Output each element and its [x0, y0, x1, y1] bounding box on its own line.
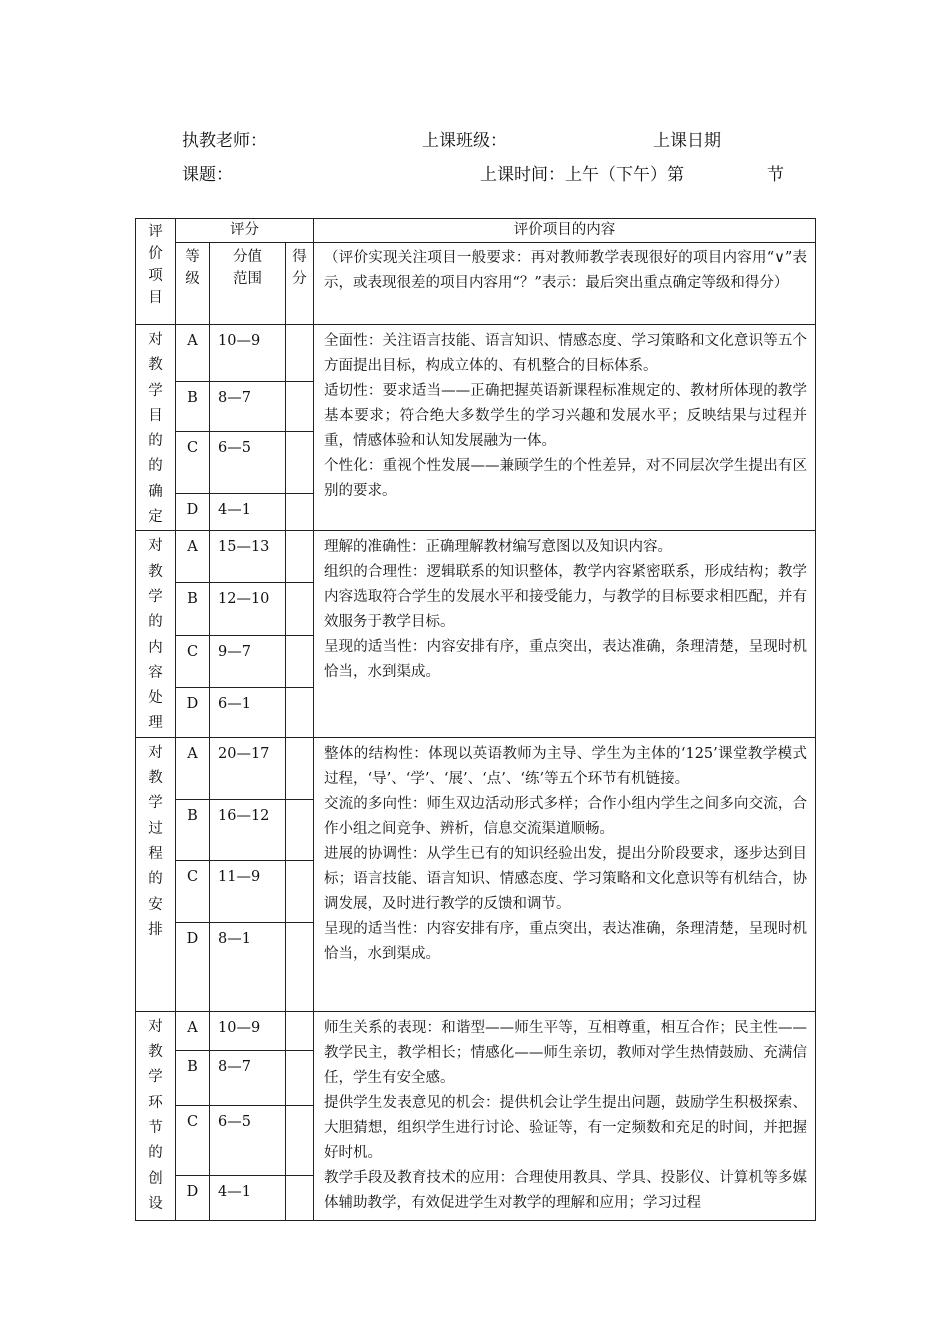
table-header-row: [136, 219, 816, 243]
range-cell: 4—1: [210, 1175, 286, 1220]
range-cell: 11—9: [210, 860, 286, 922]
instruction-note: （评价实现关注项目一般要求：再对教师教学表现很好的项目内容用“∨”表示，或表现很差的项目内容用“？”表示：最后突出重点确定等级和得分）: [314, 243, 816, 325]
table-row: [136, 531, 816, 583]
section-name: 对教学的内容处理: [136, 531, 176, 737]
score-input-cell[interactable]: [286, 922, 314, 1011]
grade-cell: D: [176, 688, 210, 738]
score-input-cell[interactable]: [286, 382, 314, 432]
score-input-cell[interactable]: [286, 860, 314, 922]
criteria-paragraph: 全面性：关注语言技能、语言知识、情感态度、学习策略和文化意识等五个方面提出目标，构成立体的、有机整合的目标体系。: [324, 333, 807, 374]
grade-cell: A: [176, 325, 210, 382]
criteria-paragraph: 适切性：要求适当——正确把握英语新课程标准规定的、教材所体现的教学基本要求；符合绝大多数学生的学习兴趣和发展水平；反映结果与过程并重，情感体验和认知发展融为一体。: [324, 383, 807, 449]
range-cell: 6—5: [210, 1106, 286, 1176]
range-cell: 10—9: [210, 325, 286, 382]
criteria-paragraph: 理解的准确性：正确理解教材编写意图以及知识内容。: [324, 539, 672, 556]
score-input-cell[interactable]: [286, 1175, 314, 1220]
range-cell: 16—12: [210, 799, 286, 860]
date-label: 上课日期: [653, 131, 721, 151]
grade-subheader: 等级: [176, 243, 210, 325]
score-input-cell[interactable]: [286, 493, 314, 531]
grade-cell: B: [176, 1051, 210, 1106]
score-input-cell[interactable]: [286, 531, 314, 583]
table-row: [136, 325, 816, 382]
range-cell: 8—7: [210, 382, 286, 432]
range-cell: 15—13: [210, 531, 286, 583]
criteria-paragraph: 呈现的适当性：内容安排有序，重点突出，表达准确，条理清楚，呈现时机恰当，水到渠成。: [324, 639, 807, 681]
grade-cell: D: [176, 1175, 210, 1220]
range-cell: 6—5: [210, 432, 286, 493]
criteria-paragraph: 教学手段及教育技术的应用：合理使用教具、学具、投影仪、计算机等多媒体辅助教学，有效促进学生对教学的理解和应用；学习过程: [324, 1169, 807, 1211]
range-cell: 6—1: [210, 688, 286, 738]
criteria-paragraph: 个性化：重视个性发展——兼顾学生的个性差异，对不同层次学生提出有区别的要求。: [324, 458, 807, 499]
range-cell: 12—10: [210, 582, 286, 635]
grade-cell: B: [176, 799, 210, 860]
criteria-paragraph: 整体的结构性：体现以英语教师为主导、学生为主体的‘125’课堂教学模式过程，‘导’、‘学’、‘展’、‘点’、‘练’等五个环节有机链接。: [324, 745, 807, 787]
class-label: 上课班级：: [422, 131, 507, 151]
criteria-paragraph: 组织的合理性：逻辑联系的知识整体，教学内容紧密联系，形成结构；教学内容选取符合学生的发展水平和接受能力，与教学的目标要求相匹配，并有效服务于教学目标。: [324, 564, 807, 631]
grade-cell: C: [176, 432, 210, 493]
section-content: [314, 737, 816, 1011]
range-cell: 8—7: [210, 1051, 286, 1106]
range-cell: 9—7: [210, 635, 286, 688]
topic-label: 课题：: [182, 165, 233, 185]
period-label: 节: [767, 165, 784, 185]
criteria-paragraph: 交流的多向性：师生双边活动形式多样；合作小组内学生之间多向交流，合作小组之间竞争、辨析，信息交流渠道顺畅。: [324, 795, 807, 837]
score-input-cell[interactable]: [286, 1011, 314, 1050]
grade-cell: B: [176, 582, 210, 635]
range-cell: 10—9: [210, 1011, 286, 1050]
score-input-cell[interactable]: [286, 635, 314, 688]
section-name: 对教学目的的确定: [136, 325, 176, 531]
class-time-label: 上课时间：上午（下午）第: [480, 165, 684, 185]
score-input-cell[interactable]: [286, 582, 314, 635]
score-input-cell[interactable]: [286, 1106, 314, 1176]
criteria-paragraph: 进展的协调性：从学生已有的知识经验出发，提出分阶段要求，逐步达到目标；语言技能、语言知识、情感态度、学习策略和文化意识等有机结合，协调发展，及时进行教学的反馈和调节。: [324, 845, 807, 912]
range-cell: 8—1: [210, 922, 286, 1011]
section-name: 对教学过程的安排: [136, 737, 176, 1011]
score-input-cell[interactable]: [286, 432, 314, 493]
grade-cell: C: [176, 860, 210, 922]
criteria-paragraph: 呈现的适当性：内容安排有序，重点突出，表达准确，条理清楚，呈现时机恰当，水到渠成。: [324, 920, 807, 962]
grade-cell: B: [176, 382, 210, 432]
content-column-header: 评价项目的内容: [314, 219, 816, 243]
grade-cell: D: [176, 922, 210, 1011]
score-input-cell[interactable]: [286, 737, 314, 799]
criteria-paragraph: 提供学生发表意见的机会：提供机会让学生提出问题，鼓励学生积极探索、大胆猜想，组织学生进行讨论、验证等，有一定频数和充足的时间，并把握好时机。: [324, 1094, 807, 1161]
range-cell: 20—17: [210, 737, 286, 799]
grade-cell: D: [176, 493, 210, 531]
score-column-header: 评分: [176, 219, 314, 243]
table-row: [136, 737, 816, 799]
item-column-header: 评价项目: [136, 219, 176, 325]
section-content: [314, 1011, 816, 1220]
range-cell: 4—1: [210, 493, 286, 531]
section-content: [314, 531, 816, 737]
grade-cell: C: [176, 635, 210, 688]
score-subheader: 得分: [286, 243, 314, 325]
criteria-paragraph: 师生关系的表现：和谐型——师生平等，互相尊重，相互合作；民主性——教学民主，教学相长；情感化——师生亲切，教师对学生热情鼓励、充满信任，学生有安全感。: [324, 1019, 807, 1086]
table-row: [136, 1011, 816, 1050]
grade-cell: A: [176, 1011, 210, 1050]
range-subheader: 分值范围: [210, 243, 286, 325]
score-input-cell[interactable]: [286, 799, 314, 860]
evaluation-table: [135, 218, 816, 1221]
grade-cell: A: [176, 737, 210, 799]
table-subheader-row: [136, 243, 816, 325]
grade-cell: A: [176, 531, 210, 583]
grade-cell: C: [176, 1106, 210, 1176]
score-input-cell[interactable]: [286, 688, 314, 738]
section-name: 对教学环节的创设: [136, 1011, 176, 1220]
score-input-cell[interactable]: [286, 325, 314, 382]
teacher-label: 执教老师：: [182, 131, 267, 151]
section-content: [314, 325, 816, 531]
score-input-cell[interactable]: [286, 1051, 314, 1106]
